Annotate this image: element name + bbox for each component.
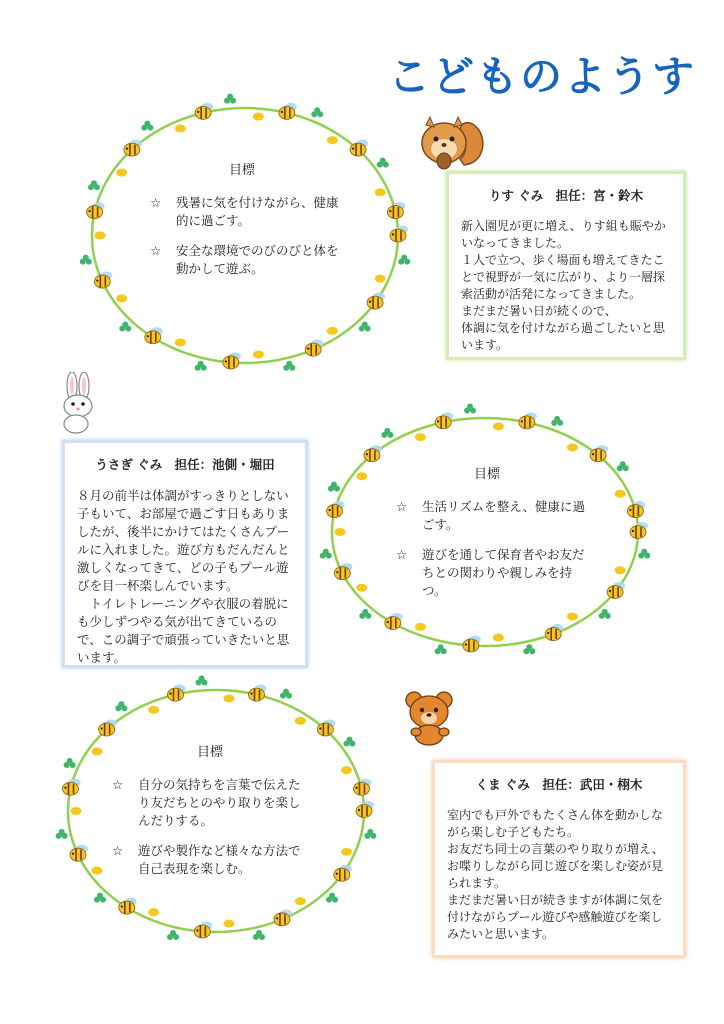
paragraph: お友だち同士の言葉のやり取りが増え、お喋りしながら同じ遊びを楽しむ姿が見られます。	[447, 842, 664, 890]
bee-icon	[70, 845, 88, 862]
lemon-icon	[223, 694, 234, 702]
lemon-icon	[116, 294, 127, 302]
clover-icon	[343, 737, 355, 747]
clover-icon	[119, 321, 131, 331]
goals-1-item	[150, 242, 350, 278]
lemon-icon	[253, 113, 264, 121]
goals-3	[112, 744, 312, 890]
lemon-icon	[335, 528, 346, 536]
bee-icon	[519, 412, 537, 429]
bee-icon	[390, 226, 408, 243]
lemon-icon	[341, 766, 352, 774]
goals-1-item	[150, 194, 350, 230]
lemon-icon	[375, 188, 386, 196]
bee-icon	[334, 563, 352, 580]
class-box-body	[461, 218, 671, 354]
clover-icon	[311, 107, 323, 117]
lemon-icon	[148, 908, 159, 916]
clover-icon	[253, 930, 265, 940]
lemon-icon	[91, 866, 102, 874]
lemon-icon	[615, 490, 626, 498]
paragraph: 室内でも戸外でもたくさん体を動かしながら楽しむ子どもたち。	[447, 808, 664, 839]
class-box-heading: うさぎ ぐみ 担任：池側・堀田	[95, 457, 275, 472]
bee-icon	[327, 501, 345, 518]
lemon-icon	[493, 634, 504, 642]
class-box-body	[77, 487, 293, 667]
lemon-icon	[493, 422, 504, 430]
bee-icon	[350, 140, 368, 157]
bee-icon	[387, 202, 405, 219]
goals-3-heading: 目標	[196, 745, 223, 760]
clover-icon	[398, 255, 410, 265]
lemon-icon	[356, 584, 367, 592]
clover-icon	[523, 644, 535, 654]
paragraph: まだまだ暑い日が続きますが体調に気を付けながらプール遊びや感触遊びを楽しみたいと思います。	[447, 893, 664, 941]
bee-icon	[94, 272, 112, 289]
lemon-icon	[327, 327, 338, 335]
bee-icon	[334, 865, 352, 882]
goals-2-item	[396, 498, 586, 534]
paragraph: まだまだ暑い日が続くので、	[461, 304, 617, 318]
lemon-icon	[327, 136, 338, 144]
clover-icon	[88, 180, 100, 190]
clover-icon	[551, 416, 563, 426]
clover-icon	[167, 930, 179, 940]
lemon-icon	[116, 169, 127, 177]
bee-icon	[630, 522, 648, 539]
lemon-icon	[295, 897, 306, 905]
class-box-body	[447, 807, 671, 943]
clover-icon	[599, 609, 611, 619]
bee-icon	[305, 340, 323, 357]
bee-icon	[274, 909, 292, 926]
lemon-icon	[91, 748, 102, 756]
bee-icon	[194, 921, 212, 938]
bee-icon	[607, 582, 625, 599]
star-icon: ☆	[396, 499, 408, 514]
lemon-icon	[615, 566, 626, 574]
lemon-icon	[175, 338, 186, 346]
goals-3-item	[112, 842, 312, 878]
goals-2-item-text: 生活リズムを整え、健康に過ごす。	[422, 499, 586, 532]
squirrel-illustration	[416, 115, 486, 177]
lemon-icon	[253, 350, 264, 358]
lemon-icon	[567, 613, 578, 621]
paragraph: 体調に気を付けながら過ごしたいと思います。	[461, 321, 666, 352]
clover-icon	[64, 758, 76, 768]
bee-icon	[356, 801, 374, 818]
clover-icon	[364, 829, 376, 839]
bee-icon	[63, 779, 81, 796]
clover-icon	[464, 404, 476, 414]
bee-icon	[353, 779, 371, 796]
lemon-icon	[567, 443, 578, 451]
bee-icon	[590, 445, 608, 462]
star-icon: ☆	[150, 195, 162, 210]
star-icon: ☆	[150, 243, 162, 258]
paragraph: 新入園児が更に増え、りす組も賑やかいなってきました。	[461, 219, 666, 250]
paragraph: トイレトレーニングや衣服の着脱にも少しずつやる気が出てきているので、この調子で頑張っていきたいと思います。	[77, 596, 290, 665]
clover-icon	[115, 701, 127, 711]
bee-icon	[167, 685, 185, 702]
clover-icon	[326, 893, 338, 903]
bear-illustration	[402, 688, 460, 746]
lemon-icon	[375, 275, 386, 283]
lemon-icon	[223, 920, 234, 928]
bee-icon	[99, 719, 117, 736]
clover-icon	[359, 321, 371, 331]
lemon-icon	[415, 433, 426, 441]
clover-icon	[320, 549, 332, 559]
clover-icon	[94, 893, 106, 903]
clover-icon	[224, 94, 236, 104]
goals-3-item-text: 遊びや製作など様々な方法で自己表現を楽しむ。	[138, 843, 301, 876]
lemon-icon	[71, 807, 82, 815]
clover-icon	[617, 461, 629, 471]
paragraph: ８月の前半は体調がすっきりとしない子もいて、お部屋で過ごす日もありましたが、後半にかけてはたくさんプールに入れました。遊び方もだんだんと激しくなってきて、どの子もプール遊びを目一杯楽しんでいます。	[77, 488, 290, 593]
paragraph: １人で立つ、歩く場面も増えてきたことで視野が一気に広がり、より一層探索活動が活発になってきました。	[461, 253, 666, 301]
goals-1-item-text: 残暑に気を付けながら、健康的に過ごす。	[176, 195, 339, 228]
goals-2-heading: 目標	[473, 467, 500, 482]
goals-1-item-text: 安全な環境でのびのびと体を動かして遊ぶ。	[176, 243, 339, 276]
clover-icon	[359, 609, 371, 619]
bee-icon	[435, 412, 453, 429]
class-box-risu	[446, 171, 686, 360]
class-box-kuma	[432, 760, 686, 958]
bee-icon	[364, 445, 382, 462]
bee-icon	[367, 293, 385, 310]
lemon-icon	[175, 125, 186, 133]
clover-icon	[141, 121, 153, 131]
goals-3-item	[112, 776, 312, 830]
clover-icon	[196, 676, 208, 686]
goals-1-heading: 目標	[228, 163, 255, 178]
bee-icon	[545, 624, 563, 641]
goals-2-item-text: 遊びを通して保育者やお友だちとの関わりや親しみを持つ。	[422, 547, 585, 598]
goals-2	[396, 466, 586, 612]
bee-icon	[195, 103, 213, 120]
clover-icon	[435, 644, 447, 654]
lemon-icon	[341, 848, 352, 856]
goals-2-item	[396, 546, 586, 600]
class-box-usagi	[62, 440, 308, 668]
lemon-icon	[295, 717, 306, 725]
bee-icon	[317, 719, 335, 736]
lemon-icon	[95, 232, 106, 240]
class-box-heading: りす ぐみ 担任：宮・鈴木	[488, 188, 644, 203]
clover-icon	[280, 689, 292, 699]
page-title: こどものようす	[388, 52, 697, 101]
bee-icon	[124, 140, 142, 157]
star-icon: ☆	[396, 547, 408, 562]
bee-icon	[279, 103, 297, 120]
clover-icon	[328, 482, 340, 492]
clover-icon	[377, 158, 389, 168]
class-box-heading: くま ぐみ 担任：武田・栩木	[475, 777, 643, 792]
star-icon: ☆	[112, 777, 124, 792]
clover-icon	[381, 428, 393, 438]
bee-icon	[223, 352, 241, 369]
lemon-icon	[356, 472, 367, 480]
lemon-icon	[415, 623, 426, 631]
bee-icon	[249, 685, 267, 702]
clover-icon	[283, 361, 295, 371]
bee-icon	[463, 636, 481, 653]
bee-icon	[87, 202, 105, 219]
clover-icon	[56, 829, 68, 839]
clover-icon	[195, 361, 207, 371]
star-icon: ☆	[112, 843, 124, 858]
clover-icon	[638, 549, 650, 559]
bee-icon	[627, 501, 645, 518]
goals-1	[150, 162, 350, 290]
clover-icon	[80, 255, 92, 265]
goals-3-item-text: 自分の気持ちを言葉で伝えたり友だちとのやり取りを楽しんだりする。	[138, 777, 301, 828]
lemon-icon	[148, 706, 159, 714]
